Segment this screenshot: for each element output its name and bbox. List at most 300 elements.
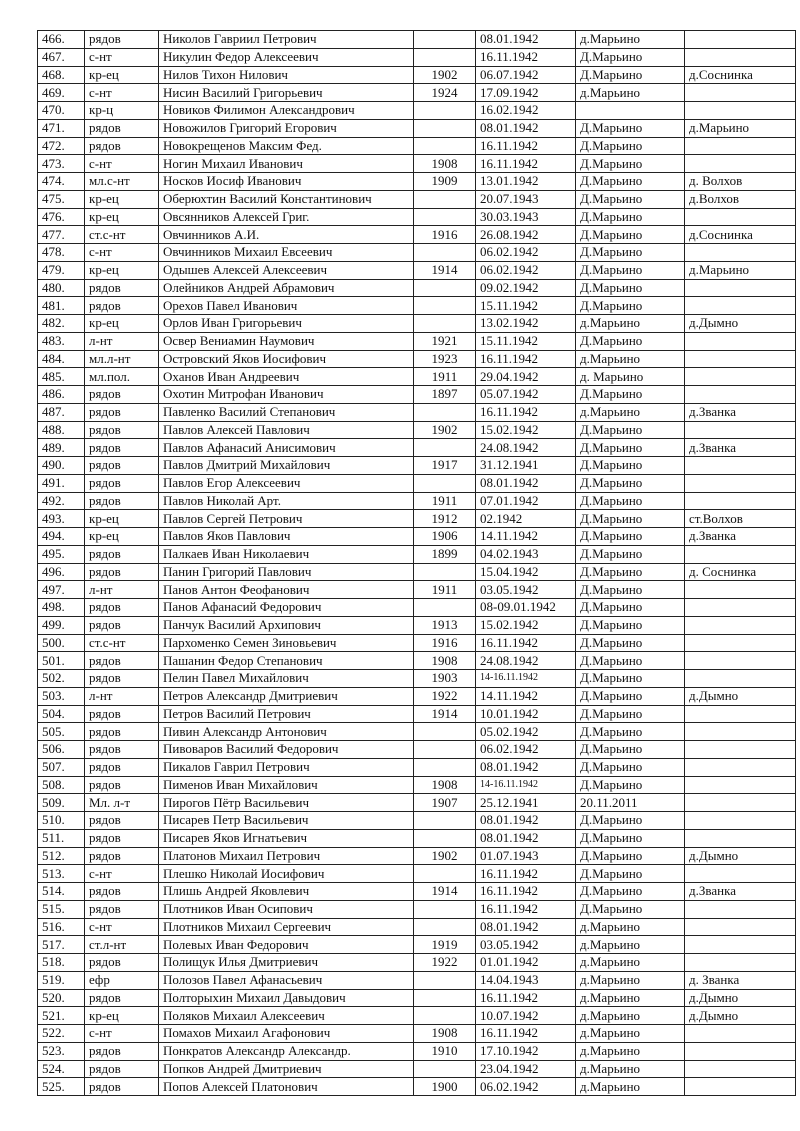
roster-body — [38, 31, 796, 1096]
full-name-cell: Пархоменко Семен Зиновьевич — [159, 634, 414, 652]
place-of-death-cell: Д.Марьино — [576, 847, 685, 865]
death-date-cell: 15.11.1942 — [476, 332, 576, 350]
full-name-cell: Никулин Федор Алексеевич — [159, 48, 414, 66]
death-date-cell: 25.12.1941 — [476, 794, 576, 812]
birth-year-cell: 1908 — [414, 652, 476, 670]
place-of-death-cell: Д.Марьино — [576, 829, 685, 847]
birth-year-cell — [414, 829, 476, 847]
place-of-death-cell: Д.Марьино — [576, 705, 685, 723]
military-rank-cell: Мл. л-т — [85, 794, 159, 812]
military-rank-cell: кр-ец — [85, 208, 159, 226]
place-of-death-cell: Д.Марьино — [576, 421, 685, 439]
burial-place-cell — [685, 918, 796, 936]
burial-place-cell — [685, 865, 796, 883]
table-row — [38, 1060, 796, 1078]
row-number-cell: 466. — [38, 31, 85, 49]
birth-year-cell: 1897 — [414, 386, 476, 404]
full-name-cell: Плишь Андрей Яковлевич — [159, 883, 414, 901]
birth-year-cell — [414, 1007, 476, 1025]
row-number-cell: 504. — [38, 705, 85, 723]
death-date-cell: 08.01.1942 — [476, 812, 576, 830]
death-date-cell: 14-16.11.1942 — [476, 776, 576, 794]
military-rank-cell: рядов — [85, 758, 159, 776]
burial-place-cell — [685, 48, 796, 66]
birth-year-cell — [414, 279, 476, 297]
full-name-cell: Плешко Николай Иосифович — [159, 865, 414, 883]
place-of-death-cell: Д.Марьино — [576, 439, 685, 457]
burial-place-cell — [685, 794, 796, 812]
full-name-cell: Павлов Николай Арт. — [159, 492, 414, 510]
place-of-death-cell: д.Марьино — [576, 31, 685, 49]
burial-place-cell — [685, 386, 796, 404]
death-date-cell: 15.02.1942 — [476, 421, 576, 439]
place-of-death-cell: д.Марьино — [576, 1060, 685, 1078]
table-row — [38, 137, 796, 155]
birth-year-cell: 1916 — [414, 226, 476, 244]
death-date-cell: 16.02.1942 — [476, 102, 576, 120]
place-of-death-cell — [576, 102, 685, 120]
place-of-death-cell: Д.Марьино — [576, 545, 685, 563]
military-rank-cell: с-нт — [85, 865, 159, 883]
burial-place-cell: д.Дымно — [685, 1007, 796, 1025]
row-number-cell: 474. — [38, 173, 85, 191]
burial-place-cell — [685, 812, 796, 830]
birth-year-cell: 1922 — [414, 687, 476, 705]
burial-place-cell — [685, 279, 796, 297]
burial-place-cell — [685, 31, 796, 49]
death-date-cell: 08.01.1942 — [476, 119, 576, 137]
place-of-death-cell: Д.Марьино — [576, 474, 685, 492]
place-of-death-cell: д.Марьино — [576, 971, 685, 989]
military-rank-cell: л-нт — [85, 581, 159, 599]
full-name-cell: Пикалов Гаврил Петрович — [159, 758, 414, 776]
full-name-cell: Платонов Михаил Петрович — [159, 847, 414, 865]
military-rank-cell: с-нт — [85, 918, 159, 936]
death-date-cell: 01.07.1943 — [476, 847, 576, 865]
table-row — [38, 190, 796, 208]
table-row — [38, 528, 796, 546]
military-rank-cell: с-нт — [85, 244, 159, 262]
full-name-cell: Писарев Яков Игнатьевич — [159, 829, 414, 847]
full-name-cell: Нилов Тихон Нилович — [159, 66, 414, 84]
burial-place-cell — [685, 900, 796, 918]
place-of-death-cell: д.Марьино — [576, 1042, 685, 1060]
table-row — [38, 226, 796, 244]
table-row — [38, 492, 796, 510]
birth-year-cell — [414, 48, 476, 66]
burial-place-cell — [685, 776, 796, 794]
table-row — [38, 439, 796, 457]
birth-year-cell: 1908 — [414, 155, 476, 173]
full-name-cell: Нисин Василий Григорьевич — [159, 84, 414, 102]
row-number-cell: 482. — [38, 315, 85, 333]
birth-year-cell — [414, 31, 476, 49]
death-date-cell: 16.11.1942 — [476, 155, 576, 173]
birth-year-cell: 1902 — [414, 421, 476, 439]
birth-year-cell: 1911 — [414, 368, 476, 386]
row-number-cell: 486. — [38, 386, 85, 404]
place-of-death-cell: Д.Марьино — [576, 528, 685, 546]
birth-year-cell: 1916 — [414, 634, 476, 652]
military-rank-cell: кр-ц — [85, 102, 159, 120]
table-row — [38, 865, 796, 883]
place-of-death-cell: Д.Марьино — [576, 244, 685, 262]
military-rank-cell: рядов — [85, 989, 159, 1007]
birth-year-cell: 1907 — [414, 794, 476, 812]
full-name-cell: Охотин Митрофан Иванович — [159, 386, 414, 404]
death-date-cell: 29.04.1942 — [476, 368, 576, 386]
birth-year-cell: 1902 — [414, 847, 476, 865]
row-number-cell: 503. — [38, 687, 85, 705]
birth-year-cell — [414, 599, 476, 617]
birth-year-cell: 1906 — [414, 528, 476, 546]
birth-year-cell: 1899 — [414, 545, 476, 563]
military-rank-cell: рядов — [85, 954, 159, 972]
full-name-cell: Павлов Алексей Павлович — [159, 421, 414, 439]
table-row — [38, 102, 796, 120]
birth-year-cell: 1924 — [414, 84, 476, 102]
table-row — [38, 971, 796, 989]
table-row — [38, 1007, 796, 1025]
full-name-cell: Новожилов Григорий Егорович — [159, 119, 414, 137]
burial-place-cell: д.Дымно — [685, 687, 796, 705]
burial-place-cell — [685, 599, 796, 617]
row-number-cell: 470. — [38, 102, 85, 120]
military-rank-cell: ефр — [85, 971, 159, 989]
birth-year-cell — [414, 297, 476, 315]
full-name-cell: Плотников Михаил Сергеевич — [159, 918, 414, 936]
table-row — [38, 244, 796, 262]
row-number-cell: 488. — [38, 421, 85, 439]
death-date-cell: 16.11.1942 — [476, 350, 576, 368]
birth-year-cell — [414, 315, 476, 333]
burial-place-cell — [685, 474, 796, 492]
full-name-cell: Петров Василий Петрович — [159, 705, 414, 723]
birth-year-cell — [414, 403, 476, 421]
row-number-cell: 516. — [38, 918, 85, 936]
full-name-cell: Павлов Дмитрий Михайлович — [159, 457, 414, 475]
death-date-cell: 26.08.1942 — [476, 226, 576, 244]
death-date-cell: 08-09.01.1942 — [476, 599, 576, 617]
military-rank-cell: кр-ец — [85, 66, 159, 84]
full-name-cell: Полевых Иван Федорович — [159, 936, 414, 954]
burial-place-cell: д.Дымно — [685, 847, 796, 865]
row-number-cell: 480. — [38, 279, 85, 297]
burial-place-cell — [685, 137, 796, 155]
military-rank-cell: рядов — [85, 847, 159, 865]
birth-year-cell — [414, 900, 476, 918]
full-name-cell: Панов Антон Феофанович — [159, 581, 414, 599]
row-number-cell: 490. — [38, 457, 85, 475]
place-of-death-cell: Д.Марьино — [576, 66, 685, 84]
burial-place-cell — [685, 1042, 796, 1060]
death-date-cell: 30.03.1943 — [476, 208, 576, 226]
burial-place-cell — [685, 545, 796, 563]
military-rank-cell: рядов — [85, 1060, 159, 1078]
table-row — [38, 794, 796, 812]
place-of-death-cell: д.Марьино — [576, 936, 685, 954]
birth-year-cell — [414, 971, 476, 989]
full-name-cell: Пивоваров Василий Федорович — [159, 741, 414, 759]
place-of-death-cell: Д.Марьино — [576, 173, 685, 191]
row-number-cell: 481. — [38, 297, 85, 315]
birth-year-cell: 1902 — [414, 66, 476, 84]
burial-place-cell: д.Дымно — [685, 989, 796, 1007]
full-name-cell: Новиков Филимон Александрович — [159, 102, 414, 120]
row-number-cell: 484. — [38, 350, 85, 368]
death-date-cell: 24.08.1942 — [476, 652, 576, 670]
death-date-cell: 16.11.1942 — [476, 883, 576, 901]
full-name-cell: Палкаев Иван Николаевич — [159, 545, 414, 563]
burial-place-cell — [685, 155, 796, 173]
row-number-cell: 469. — [38, 84, 85, 102]
table-row — [38, 936, 796, 954]
table-row — [38, 332, 796, 350]
row-number-cell: 505. — [38, 723, 85, 741]
burial-place-cell — [685, 84, 796, 102]
table-row — [38, 403, 796, 421]
row-number-cell: 475. — [38, 190, 85, 208]
row-number-cell: 511. — [38, 829, 85, 847]
row-number-cell: 510. — [38, 812, 85, 830]
burial-place-cell — [685, 652, 796, 670]
burial-place-cell: д.Марьино — [685, 261, 796, 279]
table-row — [38, 457, 796, 475]
military-rank-cell: кр-ец — [85, 528, 159, 546]
table-row — [38, 208, 796, 226]
birth-year-cell — [414, 474, 476, 492]
full-name-cell: Освер Вениамин Наумович — [159, 332, 414, 350]
row-number-cell: 514. — [38, 883, 85, 901]
full-name-cell: Полищук Илья Дмитриевич — [159, 954, 414, 972]
full-name-cell: Панов Афанасий Федорович — [159, 599, 414, 617]
death-date-cell: 20.07.1943 — [476, 190, 576, 208]
military-rank-cell: ст.с-нт — [85, 634, 159, 652]
place-of-death-cell: Д.Марьино — [576, 457, 685, 475]
birth-year-cell: 1914 — [414, 705, 476, 723]
death-date-cell: 16.11.1942 — [476, 403, 576, 421]
military-rank-cell: рядов — [85, 883, 159, 901]
birth-year-cell: 1900 — [414, 1078, 476, 1096]
death-date-cell: 06.02.1942 — [476, 741, 576, 759]
military-rank-cell: л-нт — [85, 687, 159, 705]
row-number-cell: 520. — [38, 989, 85, 1007]
full-name-cell: Пименов Иван Михайлович — [159, 776, 414, 794]
place-of-death-cell: Д.Марьино — [576, 687, 685, 705]
full-name-cell: Понкратов Александр Александр. — [159, 1042, 414, 1060]
death-date-cell: 14.04.1943 — [476, 971, 576, 989]
birth-year-cell: 1919 — [414, 936, 476, 954]
birth-year-cell — [414, 723, 476, 741]
burial-place-cell — [685, 670, 796, 688]
death-date-cell: 08.01.1942 — [476, 31, 576, 49]
place-of-death-cell: Д.Марьино — [576, 581, 685, 599]
full-name-cell: Павленко Василий Степанович — [159, 403, 414, 421]
full-name-cell: Помахов Михаил Агафонович — [159, 1025, 414, 1043]
row-number-cell: 498. — [38, 599, 85, 617]
row-number-cell: 518. — [38, 954, 85, 972]
death-date-cell: 13.01.1942 — [476, 173, 576, 191]
full-name-cell: Полторыхин Михаил Давыдович — [159, 989, 414, 1007]
place-of-death-cell: Д.Марьино — [576, 652, 685, 670]
death-date-cell: 16.11.1942 — [476, 634, 576, 652]
place-of-death-cell: д.Марьино — [576, 84, 685, 102]
place-of-death-cell: Д.Марьино — [576, 900, 685, 918]
burial-place-cell — [685, 741, 796, 759]
birth-year-cell — [414, 812, 476, 830]
place-of-death-cell: Д.Марьино — [576, 332, 685, 350]
military-rank-cell: с-нт — [85, 1025, 159, 1043]
birth-year-cell: 1910 — [414, 1042, 476, 1060]
table-row — [38, 474, 796, 492]
military-rank-cell: рядов — [85, 812, 159, 830]
military-rank-cell: рядов — [85, 457, 159, 475]
row-number-cell: 499. — [38, 616, 85, 634]
birth-year-cell: 1914 — [414, 883, 476, 901]
place-of-death-cell: Д.Марьино — [576, 48, 685, 66]
burial-place-cell: д.Соснинка — [685, 226, 796, 244]
row-number-cell: 507. — [38, 758, 85, 776]
birth-year-cell — [414, 918, 476, 936]
military-rank-cell: рядов — [85, 670, 159, 688]
full-name-cell: Носков Иосиф Иванович — [159, 173, 414, 191]
table-row — [38, 1025, 796, 1043]
burial-place-cell — [685, 297, 796, 315]
row-number-cell: 472. — [38, 137, 85, 155]
military-rank-cell: рядов — [85, 563, 159, 581]
place-of-death-cell: Д.Марьино — [576, 279, 685, 297]
military-rank-cell: рядов — [85, 705, 159, 723]
military-rank-cell: рядов — [85, 492, 159, 510]
military-rank-cell: мл.с-нт — [85, 173, 159, 191]
birth-year-cell — [414, 865, 476, 883]
table-row — [38, 421, 796, 439]
row-number-cell: 492. — [38, 492, 85, 510]
table-row — [38, 883, 796, 901]
place-of-death-cell: Д.Марьино — [576, 776, 685, 794]
death-date-cell: 05.07.1942 — [476, 386, 576, 404]
birth-year-cell: 1914 — [414, 261, 476, 279]
place-of-death-cell: д.Марьино — [576, 350, 685, 368]
death-date-cell: 02.1942 — [476, 510, 576, 528]
full-name-cell: Оханов Иван Андреевич — [159, 368, 414, 386]
military-rank-cell: ст.с-нт — [85, 226, 159, 244]
full-name-cell: Павлов Афанасий Анисимович — [159, 439, 414, 457]
place-of-death-cell: Д.Марьино — [576, 563, 685, 581]
row-number-cell: 519. — [38, 971, 85, 989]
birth-year-cell — [414, 244, 476, 262]
table-row — [38, 173, 796, 191]
row-number-cell: 485. — [38, 368, 85, 386]
table-row — [38, 119, 796, 137]
birth-year-cell: 1908 — [414, 776, 476, 794]
full-name-cell: Петров Александр Дмитриевич — [159, 687, 414, 705]
table-row — [38, 812, 796, 830]
burial-place-cell — [685, 368, 796, 386]
place-of-death-cell: Д.Марьино — [576, 599, 685, 617]
military-rank-cell: кр-ец — [85, 261, 159, 279]
burial-place-cell — [685, 1078, 796, 1096]
full-name-cell: Островский Яков Иосифович — [159, 350, 414, 368]
row-number-cell: 495. — [38, 545, 85, 563]
place-of-death-cell: Д.Марьино — [576, 634, 685, 652]
full-name-cell: Пивин Александр Антонович — [159, 723, 414, 741]
burial-place-cell: ст.Волхов — [685, 510, 796, 528]
military-rank-cell: рядов — [85, 119, 159, 137]
death-date-cell: 15.04.1942 — [476, 563, 576, 581]
table-row — [38, 705, 796, 723]
row-number-cell: 524. — [38, 1060, 85, 1078]
military-rank-cell: рядов — [85, 900, 159, 918]
row-number-cell: 508. — [38, 776, 85, 794]
burial-place-cell — [685, 208, 796, 226]
death-date-cell: 06.02.1942 — [476, 261, 576, 279]
birth-year-cell — [414, 102, 476, 120]
full-name-cell: Новокрещенов Максим Фед. — [159, 137, 414, 155]
row-number-cell: 493. — [38, 510, 85, 528]
place-of-death-cell: Д.Марьино — [576, 155, 685, 173]
row-number-cell: 517. — [38, 936, 85, 954]
full-name-cell: Панин Григорий Павлович — [159, 563, 414, 581]
birth-year-cell: 1911 — [414, 581, 476, 599]
death-date-cell: 10.01.1942 — [476, 705, 576, 723]
military-rank-cell: рядов — [85, 403, 159, 421]
place-of-death-cell: Д.Марьино — [576, 208, 685, 226]
burial-place-cell — [685, 102, 796, 120]
place-of-death-cell: Д.Марьино — [576, 226, 685, 244]
row-number-cell: 523. — [38, 1042, 85, 1060]
full-name-cell: Плотников Иван Осипович — [159, 900, 414, 918]
table-row — [38, 545, 796, 563]
burial-place-cell: д.Званка — [685, 883, 796, 901]
military-rank-cell: рядов — [85, 474, 159, 492]
birth-year-cell — [414, 758, 476, 776]
full-name-cell: Павлов Сергей Петрович — [159, 510, 414, 528]
place-of-death-cell: Д.Марьино — [576, 119, 685, 137]
burial-place-cell: д.Званка — [685, 403, 796, 421]
full-name-cell: Поляков Михаил Алексеевич — [159, 1007, 414, 1025]
table-row — [38, 279, 796, 297]
table-row — [38, 66, 796, 84]
full-name-cell: Овчинников А.И. — [159, 226, 414, 244]
full-name-cell: Пирогов Пётр Васильевич — [159, 794, 414, 812]
row-number-cell: 521. — [38, 1007, 85, 1025]
table-row — [38, 954, 796, 972]
full-name-cell: Оберюхтин Василий Константинович — [159, 190, 414, 208]
row-number-cell: 477. — [38, 226, 85, 244]
place-of-death-cell: Д.Марьино — [576, 723, 685, 741]
row-number-cell: 509. — [38, 794, 85, 812]
death-date-cell: 16.11.1942 — [476, 1025, 576, 1043]
full-name-cell: Полозов Павел Афанасьевич — [159, 971, 414, 989]
place-of-death-cell: Д.Марьино — [576, 865, 685, 883]
death-date-cell: 06.02.1942 — [476, 1078, 576, 1096]
table-row — [38, 758, 796, 776]
table-row — [38, 581, 796, 599]
military-rank-cell: л-нт — [85, 332, 159, 350]
death-date-cell: 07.01.1942 — [476, 492, 576, 510]
burial-place-cell: д.Званка — [685, 528, 796, 546]
military-rank-cell: кр-ец — [85, 1007, 159, 1025]
row-number-cell: 494. — [38, 528, 85, 546]
full-name-cell: Орлов Иван Григорьевич — [159, 315, 414, 333]
full-name-cell: Орехов Павел Иванович — [159, 297, 414, 315]
burial-place-cell: д.Волхов — [685, 190, 796, 208]
place-of-death-cell: Д.Марьино — [576, 616, 685, 634]
birth-year-cell: 1912 — [414, 510, 476, 528]
full-name-cell: Николов Гавриил Петрович — [159, 31, 414, 49]
military-rank-cell: с-нт — [85, 155, 159, 173]
